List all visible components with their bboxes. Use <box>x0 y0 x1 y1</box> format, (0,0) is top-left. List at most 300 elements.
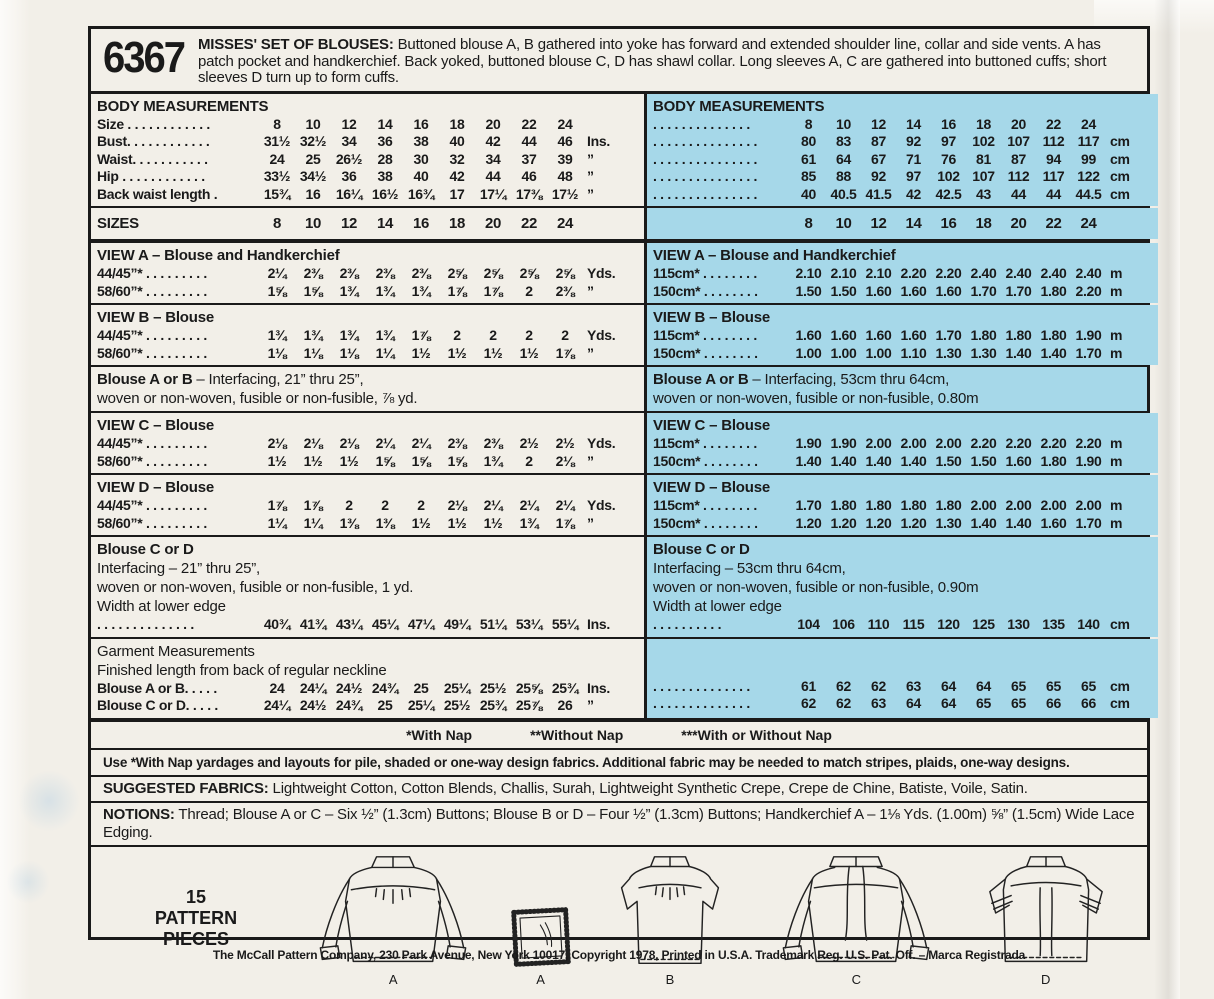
measure-value: 2⅜ <box>375 265 395 281</box>
measure-value: 2.00 <box>1005 497 1032 513</box>
footnote-with-nap: *With Nap <box>406 726 473 743</box>
measure-value: 2.10 <box>795 265 822 281</box>
garment-imperial <box>91 639 647 718</box>
interfacing-ab-metric <box>647 367 1147 411</box>
measure-value: 2½ <box>555 435 575 451</box>
section-view-b <box>91 305 1147 367</box>
measure-value: 24¼ <box>299 679 327 696</box>
view-c-metric <box>647 413 1158 473</box>
measure-row <box>97 168 636 186</box>
measure-value: 67 <box>871 150 886 167</box>
measure-value: 115 <box>902 616 925 632</box>
measure-value: 62 <box>836 695 851 711</box>
row-label: Bust. . . . . . . . . . . . <box>97 133 210 149</box>
measure-value: 14 <box>905 215 922 232</box>
measure-value: 2.20 <box>970 435 997 451</box>
row-label: . . . . . . . . . . . . . . <box>653 115 750 132</box>
row-unit: Yds. <box>587 435 616 451</box>
measure-value: 28 <box>377 150 393 167</box>
measure-row <box>653 345 1150 363</box>
measure-value: 88 <box>836 168 851 184</box>
measure-value: 140 <box>1077 616 1100 632</box>
row-label: 44/45”* . . . . . . . . . <box>97 265 207 281</box>
measure-value: 1.00 <box>830 344 857 361</box>
section-title: VIEW D – Blouse <box>97 479 215 496</box>
measure-value: 20 <box>1011 115 1026 132</box>
pattern-description-text: Buttoned blouse A, B gathered into yoke has forward and extended shoulder line, collar and side vents. A has patch pocket and handkerchief. Back yoked, buttoned blouse C, D has shawl collar. Long sleeves A, C are gathered into buttoned cuffs; short sleeves D turn up to form cuffs. <box>197 36 1107 86</box>
measure-value: 1½ <box>519 344 539 361</box>
measure-value: 40¾ <box>263 616 291 632</box>
measure-value: 2 <box>525 452 533 469</box>
measure-value: 46 <box>521 168 537 184</box>
measure-value: 44 <box>1046 185 1061 202</box>
measure-row <box>653 151 1150 169</box>
measure-value: 42 <box>906 185 921 202</box>
row-label: Back waist length . <box>97 185 218 202</box>
row-unit: cm <box>1110 616 1130 632</box>
section-title: VIEW A – Blouse and Handkerchief <box>97 247 340 264</box>
measure-value: 1¾ <box>303 327 323 343</box>
measure-value: 2.40 <box>1005 265 1032 281</box>
suggested-fabrics <box>91 777 1147 803</box>
measure-value: 1.80 <box>970 327 997 343</box>
text-line: Interfacing – 21” thru 25”, <box>97 560 261 577</box>
measure-value: 2 <box>381 497 389 513</box>
measure-value: 8 <box>804 115 813 132</box>
measure-value: 81 <box>976 150 991 167</box>
measure-value: 20 <box>485 115 501 132</box>
measure-value: 43 <box>976 185 991 202</box>
measure-value: 24¼ <box>263 697 291 713</box>
measure-value: 2.00 <box>900 435 927 451</box>
measure-value: 20 <box>484 215 502 232</box>
measure-value: 38 <box>377 168 393 184</box>
measure-value: 2¼ <box>555 497 575 513</box>
measure-value: 65 <box>1046 677 1061 694</box>
row-unit: Ins. <box>587 133 610 149</box>
measure-value: 2⅜ <box>339 265 359 281</box>
measure-value: 1½ <box>339 452 359 469</box>
measure-value: 15¾ <box>263 185 291 202</box>
measure-value: 22 <box>1045 215 1062 232</box>
view-d-metric <box>647 475 1158 535</box>
measure-value: 24 <box>269 150 285 167</box>
section-title: VIEW A – Blouse and Handkerchief <box>653 247 896 264</box>
row-label: 150cm* . . . . . . . . <box>653 282 758 299</box>
pattern-number: 6367 <box>103 34 184 82</box>
measure-row <box>97 680 636 698</box>
measure-row <box>97 116 636 134</box>
measure-row <box>97 616 636 634</box>
measure-value: 104 <box>797 616 820 632</box>
measure-value: 18 <box>976 115 991 132</box>
section-title: BODY MEASUREMENTS <box>97 97 269 115</box>
measure-value: 2⅜ <box>483 435 503 451</box>
measure-value: 1⅝ <box>411 452 431 469</box>
measure-value: 40 <box>801 185 816 202</box>
measure-value: 44 <box>521 133 537 149</box>
measure-value: 66 <box>1046 695 1061 711</box>
section-view-a <box>91 243 1147 305</box>
measure-value: 25⅝ <box>515 679 543 696</box>
measure-row <box>97 211 636 236</box>
measure-value: 20 <box>1010 215 1027 232</box>
measure-value: 117 <box>1042 168 1065 184</box>
row-unit: ” <box>587 514 594 531</box>
measure-value: 22 <box>1046 115 1061 132</box>
interfacing-ab-imperial <box>91 367 647 411</box>
view-a-imperial <box>91 243 647 303</box>
measure-value: 1.60 <box>865 282 892 299</box>
measure-value: 2.00 <box>970 497 997 513</box>
measure-value: 24 <box>1080 215 1097 232</box>
measure-row <box>97 435 636 453</box>
measure-value: 14 <box>906 115 921 132</box>
row-unit: m <box>1110 452 1123 469</box>
suggested-fabrics-label: SUGGESTED FABRICS: <box>103 779 269 797</box>
measure-value: 16 <box>940 215 957 232</box>
view-label-d: D <box>1041 971 1051 987</box>
measure-value: 32 <box>449 150 465 167</box>
measure-value: 41¾ <box>299 616 327 632</box>
paper-edge-left <box>0 0 30 999</box>
measure-row <box>653 678 1150 696</box>
measure-value: 2 <box>489 327 497 343</box>
measure-value: 1.20 <box>900 514 927 531</box>
measure-value: 64 <box>906 695 921 711</box>
measure-value: 1.60 <box>1005 452 1032 469</box>
row-unit: m <box>1110 327 1123 343</box>
measure-value: 2.40 <box>1075 265 1102 281</box>
measure-value: 24½ <box>335 679 363 696</box>
row-unit: ” <box>587 150 594 167</box>
measure-value: 17½ <box>551 185 579 202</box>
measure-value: 1⅝ <box>375 452 395 469</box>
measure-value: 2.00 <box>935 435 962 451</box>
measure-value: 1¾ <box>375 327 395 343</box>
measure-value: 65 <box>1011 677 1026 694</box>
measure-value: 1.60 <box>830 327 857 343</box>
view-label-c: C <box>851 971 862 987</box>
row-label: 115cm* . . . . . . . . <box>653 497 757 513</box>
measure-value: 94 <box>1046 150 1061 167</box>
measure-value: 61 <box>801 150 816 167</box>
sizes-metric <box>647 208 1158 239</box>
measure-value: 65 <box>1081 677 1096 694</box>
view-a-metric <box>647 243 1158 303</box>
measure-value: 1⅞ <box>483 282 503 299</box>
measure-value: 2 <box>345 497 353 513</box>
measure-value: 17¼ <box>479 185 507 202</box>
row-label: Blouse A or B. . . . . <box>97 679 217 696</box>
measure-value: 1⅜ <box>339 514 359 531</box>
text-line: Blouse A or B – Interfacing, 53cm thru 64cm, <box>653 371 950 388</box>
row-label: . . . . . . . . . . . . . . <box>653 677 750 694</box>
section-title: VIEW B – Blouse <box>653 309 771 326</box>
measure-value: 1⅝ <box>267 282 287 299</box>
measure-value: 2½ <box>519 435 539 451</box>
row-unit: cm <box>1110 185 1130 202</box>
row-unit: cm <box>1110 677 1130 694</box>
row-label: 44/45”* . . . . . . . . . <box>97 327 207 343</box>
measure-value: 1⅞ <box>555 514 575 531</box>
measure-value: 1.60 <box>865 327 892 343</box>
text-line: woven or non-woven, fusible or non-fusible, 0.80m <box>653 390 979 407</box>
measure-value: 16 <box>305 185 321 202</box>
view-label-handkerchief: A <box>536 971 545 987</box>
measure-value: 25¾ <box>551 679 579 696</box>
measure-value: 2¼ <box>411 435 431 451</box>
measure-value: 49¼ <box>443 616 471 632</box>
row-label: Hip . . . . . . . . . . . . <box>97 168 205 184</box>
measure-row <box>653 133 1150 151</box>
measure-value: 42.5 <box>935 185 962 202</box>
measure-value: 25¼ <box>443 679 471 696</box>
measure-value: 1½ <box>447 344 467 361</box>
measure-value: 1¾ <box>375 282 395 299</box>
measure-value: 48 <box>557 168 573 184</box>
measure-value: 2 <box>525 282 533 299</box>
measure-value: 46 <box>557 133 573 149</box>
measure-row <box>653 168 1150 186</box>
measure-value: 22 <box>520 215 538 232</box>
text-line: Finished length from back of regular neckline <box>97 661 387 679</box>
measure-value: 62 <box>801 695 816 711</box>
measure-value: 40 <box>413 168 429 184</box>
measure-value: 1.90 <box>830 435 857 451</box>
measure-value: 2⅜ <box>303 265 323 281</box>
measure-value: 1⅞ <box>267 497 287 513</box>
measure-value: 14 <box>376 215 394 232</box>
row-label: 44/45”* . . . . . . . . . <box>97 497 207 513</box>
notions <box>91 803 1147 847</box>
measure-row <box>97 515 636 533</box>
measure-value: 110 <box>867 616 890 632</box>
blouse-cd-imperial <box>91 537 647 637</box>
measure-value: 1¼ <box>375 344 395 361</box>
measure-value: 31½ <box>263 133 291 149</box>
row-label: 115cm* . . . . . . . . <box>653 327 757 343</box>
measure-value: 2.40 <box>1040 265 1067 281</box>
measure-value: 2⅝ <box>483 265 503 281</box>
row-label: . . . . . . . . . . . . . . . <box>653 185 758 202</box>
row-unit: m <box>1110 265 1123 281</box>
measure-value: 1.80 <box>900 497 927 513</box>
measure-value: 16 <box>412 215 430 232</box>
measure-value: 64 <box>976 677 991 694</box>
measure-value: 41.5 <box>865 185 892 202</box>
row-label: . . . . . . . . . . . . . . . <box>653 133 758 149</box>
measure-value: 17⅜ <box>515 185 543 202</box>
measure-value: 2¼ <box>267 265 287 281</box>
footnote-without-nap: **Without Nap <box>530 726 624 743</box>
measure-value: 2 <box>561 327 569 343</box>
measure-row <box>97 453 636 471</box>
header <box>91 29 1147 94</box>
row-unit: ” <box>587 282 594 299</box>
measure-value: 22 <box>521 115 537 132</box>
row-unit: ” <box>587 185 594 202</box>
row-label: . . . . . . . . . . . . . . . <box>653 150 758 167</box>
measure-value: 87 <box>871 133 886 149</box>
measure-value: 39 <box>557 150 573 167</box>
nap-usage-note: Use *With Nap yardages and layouts for pile, shaded or one-way design fabrics. Additional fabric may be needed to match stripes, plaids, one-way designs. <box>91 750 1147 777</box>
measure-value: 64 <box>941 677 956 694</box>
measure-value: 65 <box>1011 695 1026 711</box>
measure-value: 42 <box>485 133 501 149</box>
measure-value: 24 <box>557 115 573 132</box>
row-label: 115cm* . . . . . . . . <box>653 435 757 451</box>
measure-row <box>97 283 636 301</box>
measure-value: 1.60 <box>795 327 822 343</box>
measure-value: 45¼ <box>371 616 399 632</box>
section-garment <box>91 639 1147 722</box>
measure-value: 26½ <box>335 150 363 167</box>
measure-row <box>97 345 636 363</box>
measure-value: 2.00 <box>1075 497 1102 513</box>
measure-value: 2.20 <box>1005 435 1032 451</box>
measure-value: 1.80 <box>1040 452 1067 469</box>
measure-value: 1.20 <box>795 514 822 531</box>
measure-row <box>653 211 1150 236</box>
measure-value: 1.50 <box>935 452 962 469</box>
measure-value: 80 <box>801 133 816 149</box>
measure-value: 65 <box>976 695 991 711</box>
text-line-bold: Blouse A or B <box>97 371 193 388</box>
measure-value: 64 <box>941 695 956 711</box>
measure-value: 1.80 <box>865 497 892 513</box>
measure-value: 1.30 <box>935 514 962 531</box>
measure-value: 1.40 <box>795 452 822 469</box>
measure-value: 1.80 <box>1005 327 1032 343</box>
measure-value: 25 <box>413 679 429 696</box>
measure-value: 1.90 <box>1075 452 1102 469</box>
view-c-figure <box>763 851 949 987</box>
measure-value: 2.20 <box>1040 435 1067 451</box>
measure-value: 1.80 <box>1040 327 1067 343</box>
measure-row <box>97 327 636 345</box>
measure-value: 92 <box>906 133 921 149</box>
measure-value: 1.40 <box>865 452 892 469</box>
row-unit: Yds. <box>587 497 616 513</box>
measure-value: 125 <box>972 616 995 632</box>
row-label: 150cm* . . . . . . . . <box>653 452 758 469</box>
measure-value: 2⅝ <box>519 265 539 281</box>
text-line-bold: Blouse C or D <box>653 541 750 558</box>
measure-value: 1.40 <box>1040 344 1067 361</box>
measure-value: 25¼ <box>407 697 435 713</box>
measure-value: 99 <box>1081 150 1096 167</box>
measure-value: 10 <box>305 115 321 132</box>
measure-value: 2 <box>417 497 425 513</box>
section-view-c <box>91 413 1147 475</box>
measure-value: 2.20 <box>900 265 927 281</box>
row-unit: ” <box>587 344 594 361</box>
paper-stain <box>6 860 50 904</box>
measure-value: 2⅛ <box>267 435 287 451</box>
pattern-pieces-count <box>101 887 291 950</box>
text-line <box>653 540 1150 559</box>
section-title: VIEW C – Blouse <box>97 417 215 434</box>
measure-value: 1.20 <box>865 514 892 531</box>
text-line: Interfacing – 53cm thru 64cm, <box>653 560 846 577</box>
measure-value: 24 <box>556 215 574 232</box>
measure-value: 71 <box>906 150 921 167</box>
row-label: 58/60”* . . . . . . . . . <box>97 452 207 469</box>
measure-value: 14 <box>377 115 393 132</box>
measure-value: 83 <box>836 133 851 149</box>
measure-value: 1.50 <box>795 282 822 299</box>
row-unit: cm <box>1110 695 1130 711</box>
measure-value: 1.10 <box>900 344 927 361</box>
measure-value: 1⅞ <box>447 282 467 299</box>
row-unit: cm <box>1110 168 1130 184</box>
measure-value: 10 <box>836 115 851 132</box>
text-line: Width at lower edge <box>653 598 782 615</box>
view-d-figure <box>968 851 1124 987</box>
row-label: 150cm* . . . . . . . . <box>653 514 758 531</box>
measure-value: 26 <box>557 697 573 713</box>
measure-value: 34 <box>485 150 501 167</box>
measure-value: 8 <box>273 115 281 132</box>
pattern-pieces-line: PATTERN <box>154 908 238 928</box>
measure-value: 2⅜ <box>555 282 575 299</box>
measure-value: 97 <box>941 133 956 149</box>
measure-value: 24 <box>269 679 285 696</box>
text-line: Blouse A or B – Interfacing, 21” thru 25”, <box>97 371 364 388</box>
measure-value: 2 <box>453 327 461 343</box>
measure-value: 53¼ <box>515 616 543 632</box>
row-unit: m <box>1110 344 1123 361</box>
measure-value: 1.40 <box>1005 344 1032 361</box>
measure-value: 2.10 <box>865 265 892 281</box>
measure-value: 1½ <box>483 344 503 361</box>
measure-value: 30 <box>413 150 429 167</box>
measure-value: 85 <box>801 168 816 184</box>
measure-value: 42 <box>449 168 465 184</box>
measure-value: 2⅝ <box>447 265 467 281</box>
measure-value: 1½ <box>411 514 431 531</box>
measure-value: 25⅞ <box>515 697 543 713</box>
measure-value: 62 <box>871 677 886 694</box>
row-label: 44/45”* . . . . . . . . . <box>97 435 207 451</box>
measure-value: 106 <box>832 616 855 632</box>
body-measurements-metric <box>647 94 1158 207</box>
measure-value: 87 <box>1011 150 1026 167</box>
measure-value: 117 <box>1077 133 1100 149</box>
row-label: Size . . . . . . . . . . . . <box>97 115 210 132</box>
measure-value: 32½ <box>299 133 327 149</box>
measure-value: 43¼ <box>335 616 363 632</box>
row-label: 58/60”* . . . . . . . . . <box>97 282 207 299</box>
measure-row <box>653 695 1150 713</box>
measure-value: 1.70 <box>795 497 822 513</box>
measure-value: 1.60 <box>1040 514 1067 531</box>
measure-value: 2.10 <box>830 265 857 281</box>
pattern-description <box>198 34 1137 87</box>
footnote-with-or-without-nap: ***With or Without Nap <box>681 726 832 743</box>
text-line <box>97 540 636 559</box>
measure-value: 1¾ <box>339 327 359 343</box>
pattern-pieces-line: 15 <box>185 887 207 907</box>
measure-value: 107 <box>1007 133 1030 149</box>
section-title: VIEW B – Blouse <box>97 309 215 326</box>
measure-value: 1.60 <box>900 327 927 343</box>
suggested-fabrics-text: Lightweight Cotton, Cotton Blends, Challis, Surah, Lightweight Synthetic Crepe, Crepe de Chine, Batiste, Voile, Satin. <box>268 779 1028 797</box>
measure-value: 25 <box>377 697 393 713</box>
measure-value: 2⅛ <box>555 452 575 469</box>
row-label: 115cm* . . . . . . . . <box>653 265 757 281</box>
